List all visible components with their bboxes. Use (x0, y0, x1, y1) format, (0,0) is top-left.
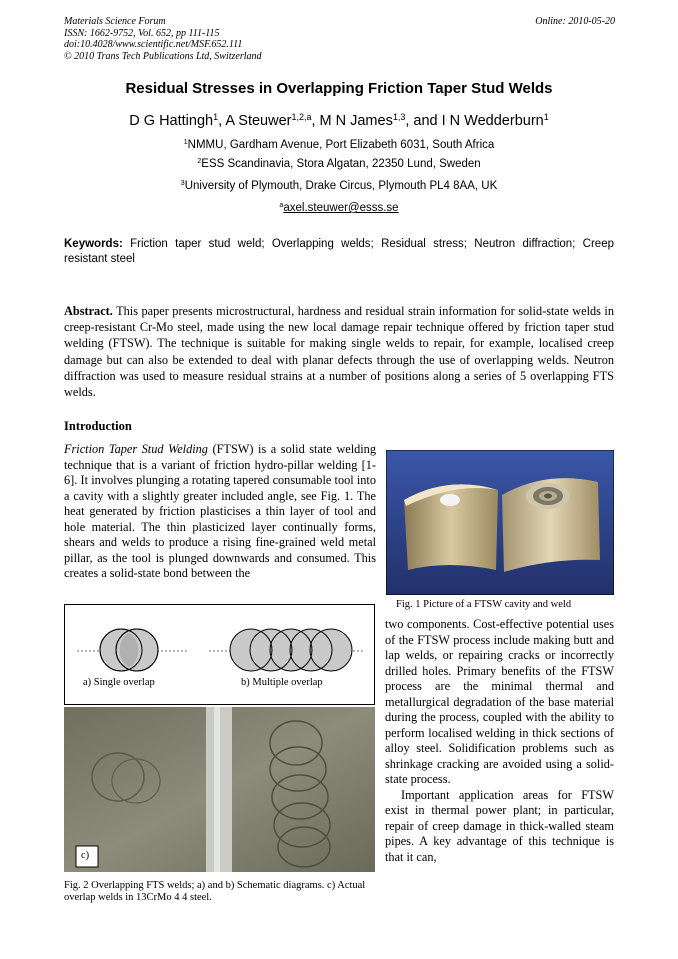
author-separator: , (218, 113, 226, 129)
keywords-label: Keywords: (64, 238, 123, 250)
intro-text: (FTSW) is a solid state welding technique that is a variant of friction hydro-pillar welding [1-6]. It involves plunging a rotating tapered consumable tool into a cavity with a slightly greater included angle, see Fig. 1. The heat generated by friction plasticises a thin layer of tool and hole material. The thin plasticized layer continually forms, shears and welds to produce a rising fine-grained weld metal pillar, as the tool is plunged downwards and consumed. This creates a solid-state bond between the (64, 442, 376, 580)
author-name: D G Hattingh (129, 113, 214, 129)
intro-paragraph-1-continued (385, 617, 614, 865)
online-date: Online: 2010-05-20 (535, 16, 615, 27)
author-affiliation-mark: 1 (213, 112, 219, 123)
copyright-line: © 2010 Trans Tech Publications Ltd, Switzerland (64, 50, 262, 62)
journal-header (64, 16, 262, 62)
affiliation-text: NMMU, Gardham Avenue, Port Elizabeth 6031, South Africa (187, 139, 495, 151)
section-heading-introduction: Introduction (64, 419, 132, 433)
journal-name: Materials Science Forum (64, 16, 166, 27)
intro-paragraph-2: Important application areas for FTSW exist in thermal power plant; in particular, repair of creep damage in thick-walled steam pipes. A key advantage of this technique is that it can, (385, 787, 614, 864)
figure-2-schematic (64, 604, 375, 705)
doi-line: doi:10.4028/www.scientific.net/MSF.652.111 (64, 39, 243, 50)
email-line (0, 202, 678, 214)
author-separator: , and (405, 113, 442, 129)
author-name: A Steuwer (225, 113, 292, 129)
figure-1-photo (386, 450, 614, 595)
affiliation (0, 158, 678, 170)
affiliation (0, 139, 678, 151)
figure-2-caption: Fig. 2 Overlapping FTS welds; a) and b) Schematic diagrams. c) Actual overlap welds in 13CrMo 4 4 steel. (64, 880, 366, 903)
keywords (64, 237, 614, 267)
abstract-text: This paper presents microstructural, hardness and residual strain information for solid-state welds in creep-resistant Cr-Mo steel, made using the new local damage repair technique offered by friction taper stud welding (FTSW). The technique is suitable for making single welds to repair, for example, localised creep damage but can also be extended to deal with planar defects through the use of overlapping welds. Neutron diffraction was used to measure residual strains at a number of positions along a series of 5 overlapping FTS welds. (64, 304, 614, 400)
schematic-label-b: b) Multiple overlap (241, 677, 323, 688)
author-affiliation-mark: 1,3 (392, 112, 406, 123)
email-link[interactable]: axel.steuwer@esss.se (283, 202, 399, 214)
figure-2-photo (64, 707, 375, 872)
affiliation-text: ESS Scandinavia, Stora Algatan, 22350 Lund, Sweden (201, 158, 481, 170)
intro-term: Friction Taper Stud Welding (64, 442, 208, 456)
abstract (64, 303, 614, 400)
overlap-schematic-diagram (65, 605, 376, 706)
keywords-text: Friction taper stud weld; Overlapping welds; Residual stress; Neutron diffraction; Creep resistant steel (64, 238, 614, 265)
abstract-label: Abstract. (64, 304, 113, 318)
author-affiliation-mark: 1,2,a (291, 112, 312, 123)
author-affiliation-mark: 1 (543, 112, 549, 123)
author-separator: , (311, 113, 320, 129)
figure-1-caption: Fig. 1 Picture of a FTSW cavity and weld (396, 599, 572, 610)
intro-text-continued: two components. Cost-effective potential uses of the FTSW process include making butt and lap welds, or repairing cracks or incorrectly drilled holes. Primary benefits of the FTSW process are the minimal thermal and metallurgical degradation of the base material during the process, coupled with the ability to perform localised welding in thick sections of alloy steel. Solidification problems such as shrinkage cracking are avoided using a solid-state process. (385, 617, 614, 786)
overlap-welds-photo (64, 707, 375, 872)
author-name: I N Wedderburn (441, 113, 544, 129)
author-name: M N James (319, 113, 393, 129)
affiliation (0, 180, 678, 192)
issn-line: ISSN: 1662-9752, Vol. 652, pp 111-115 (64, 27, 220, 39)
affiliation-mark: 2 (197, 157, 202, 166)
photo-label-c: c) (81, 850, 90, 861)
affiliation-mark: 1 (183, 138, 188, 147)
affiliation-mark: 3 (180, 179, 185, 188)
paper-title: Residual Stresses in Overlapping Friction Taper Stud Welds (125, 80, 553, 97)
affiliation-text: University of Plymouth, Drake Circus, Plymouth PL4 8AA, UK (184, 180, 498, 192)
email-mark: a (279, 201, 284, 210)
ftsw-cavity-weld-photo (386, 450, 614, 595)
intro-paragraph-1 (64, 442, 376, 582)
author-list (0, 113, 678, 129)
schematic-label-a: a) Single overlap (83, 677, 155, 688)
